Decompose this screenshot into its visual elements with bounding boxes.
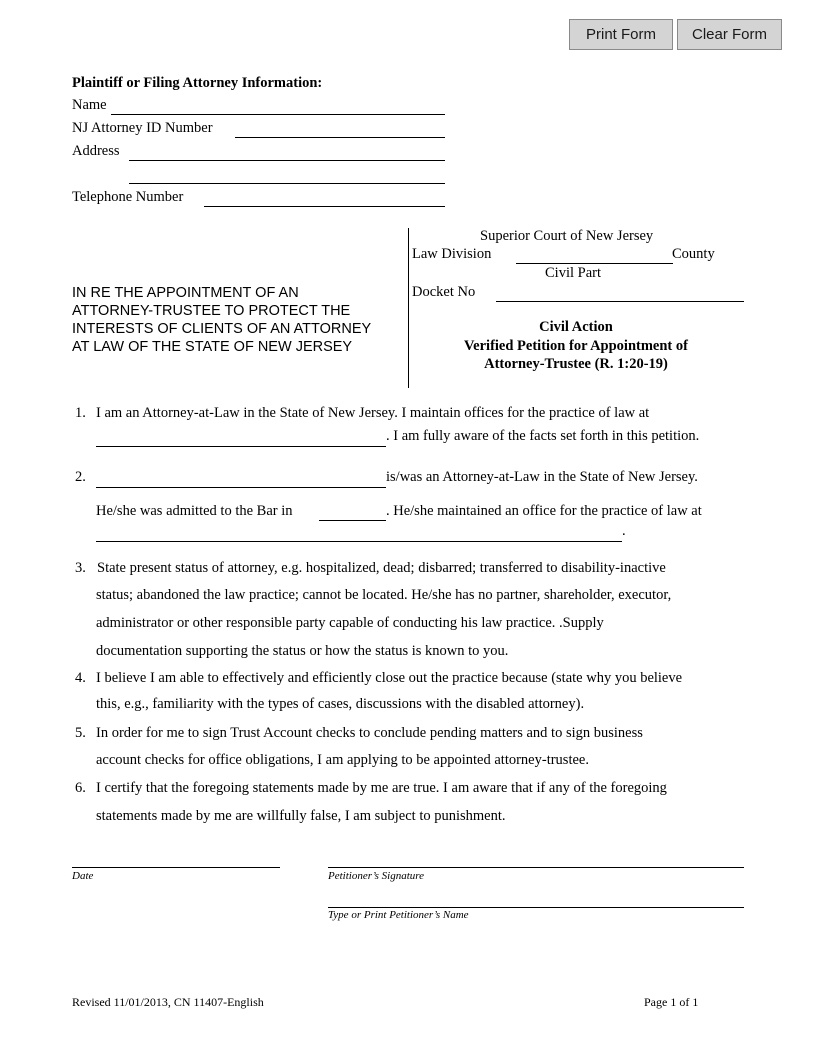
docket-label: Docket No	[412, 284, 476, 300]
attorney-name-field[interactable]	[111, 97, 445, 115]
item2-line2a: He/she was admitted to the Bar in	[96, 503, 293, 519]
item-number-6: 6.	[75, 780, 86, 796]
date-field[interactable]	[72, 850, 280, 868]
bar-admission-year-field[interactable]	[319, 503, 386, 521]
item6-line1: I certify that the foregoing statements made by me are true. I am aware that if any of the foregoing	[96, 780, 667, 796]
item3-line2: status; abandoned the law practice; cannot be located. He/she has no partner, shareholder, executor,	[96, 587, 672, 603]
attorney-info-heading: Plaintiff or Filing Attorney Information:	[72, 75, 323, 91]
civil-action-heading: Civil Action	[539, 319, 613, 335]
item6-line2: statements made by me are willfully false, I am subject to punishment.	[96, 808, 506, 824]
caption-line2: ATTORNEY-TRUSTEE TO PROTECT THE	[72, 303, 351, 319]
clear-form-button[interactable]: Clear Form	[677, 19, 782, 50]
form-title-line1: Verified Petition for Appointment of	[464, 338, 688, 354]
telephone-field[interactable]	[204, 189, 445, 207]
page-number: Page 1 of 1	[644, 995, 699, 1009]
printed-name-label: Type or Print Petitioner’s Name	[328, 909, 469, 921]
name-label: Name	[72, 97, 107, 113]
caption-line4: AT LAW OF THE STATE OF NEW JERSEY	[72, 339, 353, 355]
item4-line2: this, e.g., familiarity with the types of cases, discussions with the disabled attorney).	[96, 696, 585, 712]
item4-line1: I believe I am able to effectively and efficiently close out the practice because (state why you believe	[96, 670, 683, 686]
item3-line1: State present status of attorney, e.g. hospitalized, dead; disbarred; transferred to disability-inactive	[97, 560, 666, 576]
caption-line3: INTERESTS OF CLIENTS OF AN ATTORNEY	[72, 321, 372, 337]
revision-note: Revised 11/01/2013, CN 11407-English	[72, 995, 264, 1009]
item5-line1: In order for me to sign Trust Account checks to conclude pending matters and to sign business	[96, 725, 643, 741]
item3-line4: documentation supporting the status or how the status is known to you.	[96, 643, 509, 659]
telephone-label: Telephone Number	[72, 189, 184, 205]
item5-line2: account checks for office obligations, I am applying to be appointed attorney-trustee.	[96, 752, 589, 768]
form-title-line2: Attorney-Trustee (R. 1:20-19)	[484, 356, 668, 372]
civil-part: Civil Part	[545, 265, 601, 281]
attorney-id-field[interactable]	[235, 120, 445, 138]
item2-line1: is/was an Attorney-at-Law in the State of New Jersey.	[386, 469, 698, 485]
item-number-4: 4.	[75, 670, 86, 686]
law-division-label: Law Division	[412, 246, 492, 262]
maintained-office-field[interactable]	[96, 524, 622, 542]
docket-number-field[interactable]	[496, 284, 744, 302]
item2-line2b: . He/she maintained an office for the practice of law at	[386, 503, 702, 519]
date-label: Date	[72, 870, 94, 882]
address-field-2[interactable]	[129, 166, 445, 184]
petitioner-signature-field[interactable]	[328, 850, 744, 868]
attorney-in-question-field[interactable]	[96, 470, 386, 488]
attorney-id-label: NJ Attorney ID Number	[72, 120, 213, 136]
county-field[interactable]	[516, 246, 673, 264]
item-number-2: 2.	[75, 469, 86, 485]
address-label: Address	[72, 143, 120, 159]
address-field-1[interactable]	[129, 143, 445, 161]
item-number-3: 3.	[75, 560, 86, 576]
caption-divider	[408, 228, 409, 388]
court-name: Superior Court of New Jersey	[480, 228, 654, 244]
signature-label: Petitioner’s Signature	[328, 870, 425, 882]
caption-line1: IN RE THE APPOINTMENT OF AN	[72, 285, 299, 301]
item3-line3: administrator or other responsible party capable of conducting his law practice. .Supply	[96, 615, 604, 631]
item2-end: .	[622, 523, 626, 539]
item1-line1: I am an Attorney-at-Law in the State of New Jersey. I maintain offices for the practice of law at	[96, 405, 650, 421]
item-number-1: 1.	[75, 405, 86, 421]
county-label: County	[672, 246, 715, 262]
office-address-field[interactable]	[96, 429, 386, 447]
print-form-button[interactable]: Print Form	[569, 19, 673, 50]
item1-line2: . I am fully aware of the facts set forth in this petition.	[386, 428, 700, 444]
item-number-5: 5.	[75, 725, 86, 741]
